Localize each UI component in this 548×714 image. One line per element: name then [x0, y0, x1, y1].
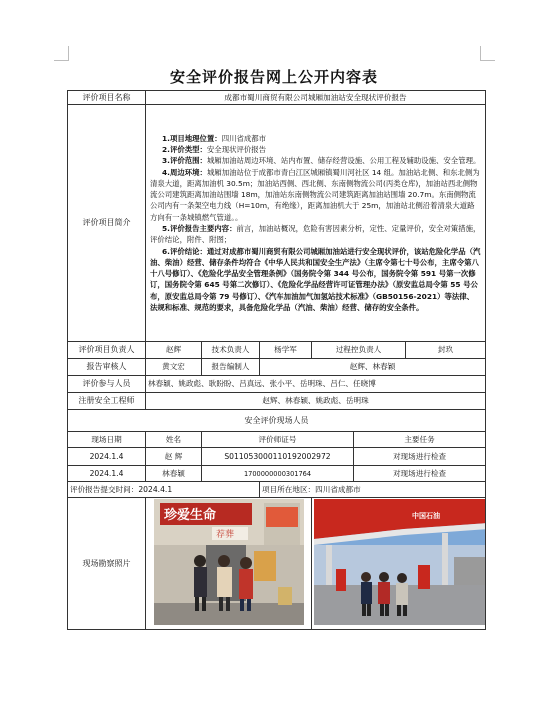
shop-front-photo	[154, 499, 304, 625]
site-photo-right	[312, 498, 486, 630]
page-corner-mark-left	[54, 46, 69, 61]
tech-leader-value: 杨学军	[260, 342, 312, 359]
intro-row	[68, 105, 486, 342]
process-leader-label: 过程控负责人	[312, 342, 406, 359]
site-header-cert: 评价师证号	[202, 432, 354, 448]
intro-item-scope: 3.评价范围：城厢加油站周边环境、站内布置、储存经营设施、公用工程及辅助设施、安全管理。	[162, 156, 481, 166]
intro-content	[146, 105, 486, 342]
site-task: 对现场进行检查	[354, 448, 486, 466]
process-leader-value: 封玖	[406, 342, 486, 359]
tech-leader-label: 技术负责人	[202, 342, 260, 359]
site-cert: S011053000110192002972	[202, 448, 354, 466]
intro-item-conclusion: 6.评价结论：通过对成都市蜀川商贸有限公司城厢加油站进行安全现状评价，该站危险化学品（汽油、柴油）经营、储存条件均符合《中华人民共和国安全生产法》（主席令第七十号公布，主席令第八十八号修订）、《危险化学品安全管理条例》（国务院令第 344 号公布，国务院令第 591 号第一次修订，国务院令第 645 号第二次修订）、《危险化学品经营许可证管理办法》（原安监总局令第 55 号公布，原安监总局令第 79 号修订）、《汽车加油加气加氢站技术标准》（GB50156-2021）等法律、法规和标准、规范的要求，具备危险化学品（汽油、柴油）经营、储存的安全条件。	[150, 246, 481, 313]
engineers-row	[68, 393, 486, 410]
project-label: 评价项目名称	[68, 91, 146, 105]
reviewer-value: 黄文宏	[146, 359, 202, 376]
photos-label: 现场勘察照片	[68, 498, 146, 630]
site-cert: 1700000000301764	[202, 466, 354, 482]
project-row	[68, 91, 486, 105]
site-header-task: 主要任务	[354, 432, 486, 448]
participants-label: 评价参与人员	[68, 376, 146, 393]
engineers-label: 注册安全工程师	[68, 393, 146, 410]
intro-item-surroundings: 4.周边环境：城厢加油站位于成都市青白江区城厢镇蜀川河社区 14 组。加油站北侧、和东北侧为清泉大道，距离加油机 30.5m；加油站西侧、西北侧、东南侧物流公司(丙类仓库)，加油站西北侧物流公司建筑距离加油站围墙 18m，加油站东南侧物流公司建筑距离加油站围墙 20.7m。东南侧物流公司内有一条架空电力线（H=10m，有绝缘），距离加油机大于 25m，加油站北侧沿着清泉大道路方向有一条城镇燃气管道。。	[150, 167, 480, 222]
project-leader-value: 赵辉	[146, 342, 202, 359]
banner-text: 珍爱生命	[163, 508, 216, 523]
writer-label: 报告编制人	[202, 359, 260, 376]
project-name: 成都市蜀川商贸有限公司城厢加油站安全现状评价报告	[146, 91, 486, 105]
site-date: 2024.1.4	[68, 466, 146, 482]
site-photo-left	[146, 498, 312, 630]
intro-label: 评价项目简介	[68, 105, 146, 342]
reviewer-label: 报告审核人	[68, 359, 146, 376]
authors-row	[68, 359, 486, 376]
site-name: 赵 辉	[146, 448, 202, 466]
submit-time: 评价报告提交时间：2024.4.1	[68, 482, 260, 498]
participants-value: 林春颖、姚政彪、耿盼盼、吕真远、张小平、岳明珠、吕仁、任晓博	[146, 376, 486, 393]
site-row	[68, 448, 486, 466]
submit-location: 项目所在地区：四川省成都市	[260, 482, 486, 498]
intro-item-type: 2.评价类型：安全现状评价报告	[162, 144, 267, 154]
engineers-value: 赵辉、林春颖、姚政彪、岳明珠	[146, 393, 486, 410]
page-corner-mark-right	[480, 46, 495, 61]
site-header-name: 姓名	[146, 432, 202, 448]
site-task: 对现场进行检查	[354, 466, 486, 482]
canopy-brand-text: 中国石油	[412, 512, 440, 520]
project-leader-label: 评价项目负责人	[68, 342, 146, 359]
site-row	[68, 466, 486, 482]
report-table	[67, 90, 486, 630]
submit-row	[68, 482, 486, 498]
site-section-row	[68, 410, 486, 432]
participants-row	[68, 376, 486, 393]
site-date: 2024.1.4	[68, 448, 146, 466]
gas-station-photo	[314, 499, 486, 625]
site-section-title: 安全评价现场人员	[68, 410, 486, 432]
site-header-date: 现场日期	[68, 432, 146, 448]
site-header-row	[68, 432, 486, 448]
photos-row	[68, 498, 486, 630]
document-title: 安全评价报告网上公开内容表	[169, 68, 378, 86]
intro-item-location: 1.项目地理位置：四川省成都市	[162, 133, 267, 143]
shop-sign-text: 荐葬	[215, 530, 234, 540]
writers-value: 赵辉、林春颖	[260, 359, 486, 376]
site-name: 林春颖	[146, 466, 202, 482]
leaders-row	[68, 342, 486, 359]
intro-item-contents: 5.评价报告主要内容：前言，加油站概况，危险有害因素分析，定性、定量评价，安全对策措施，评价结论，附件、附图；	[150, 224, 481, 245]
